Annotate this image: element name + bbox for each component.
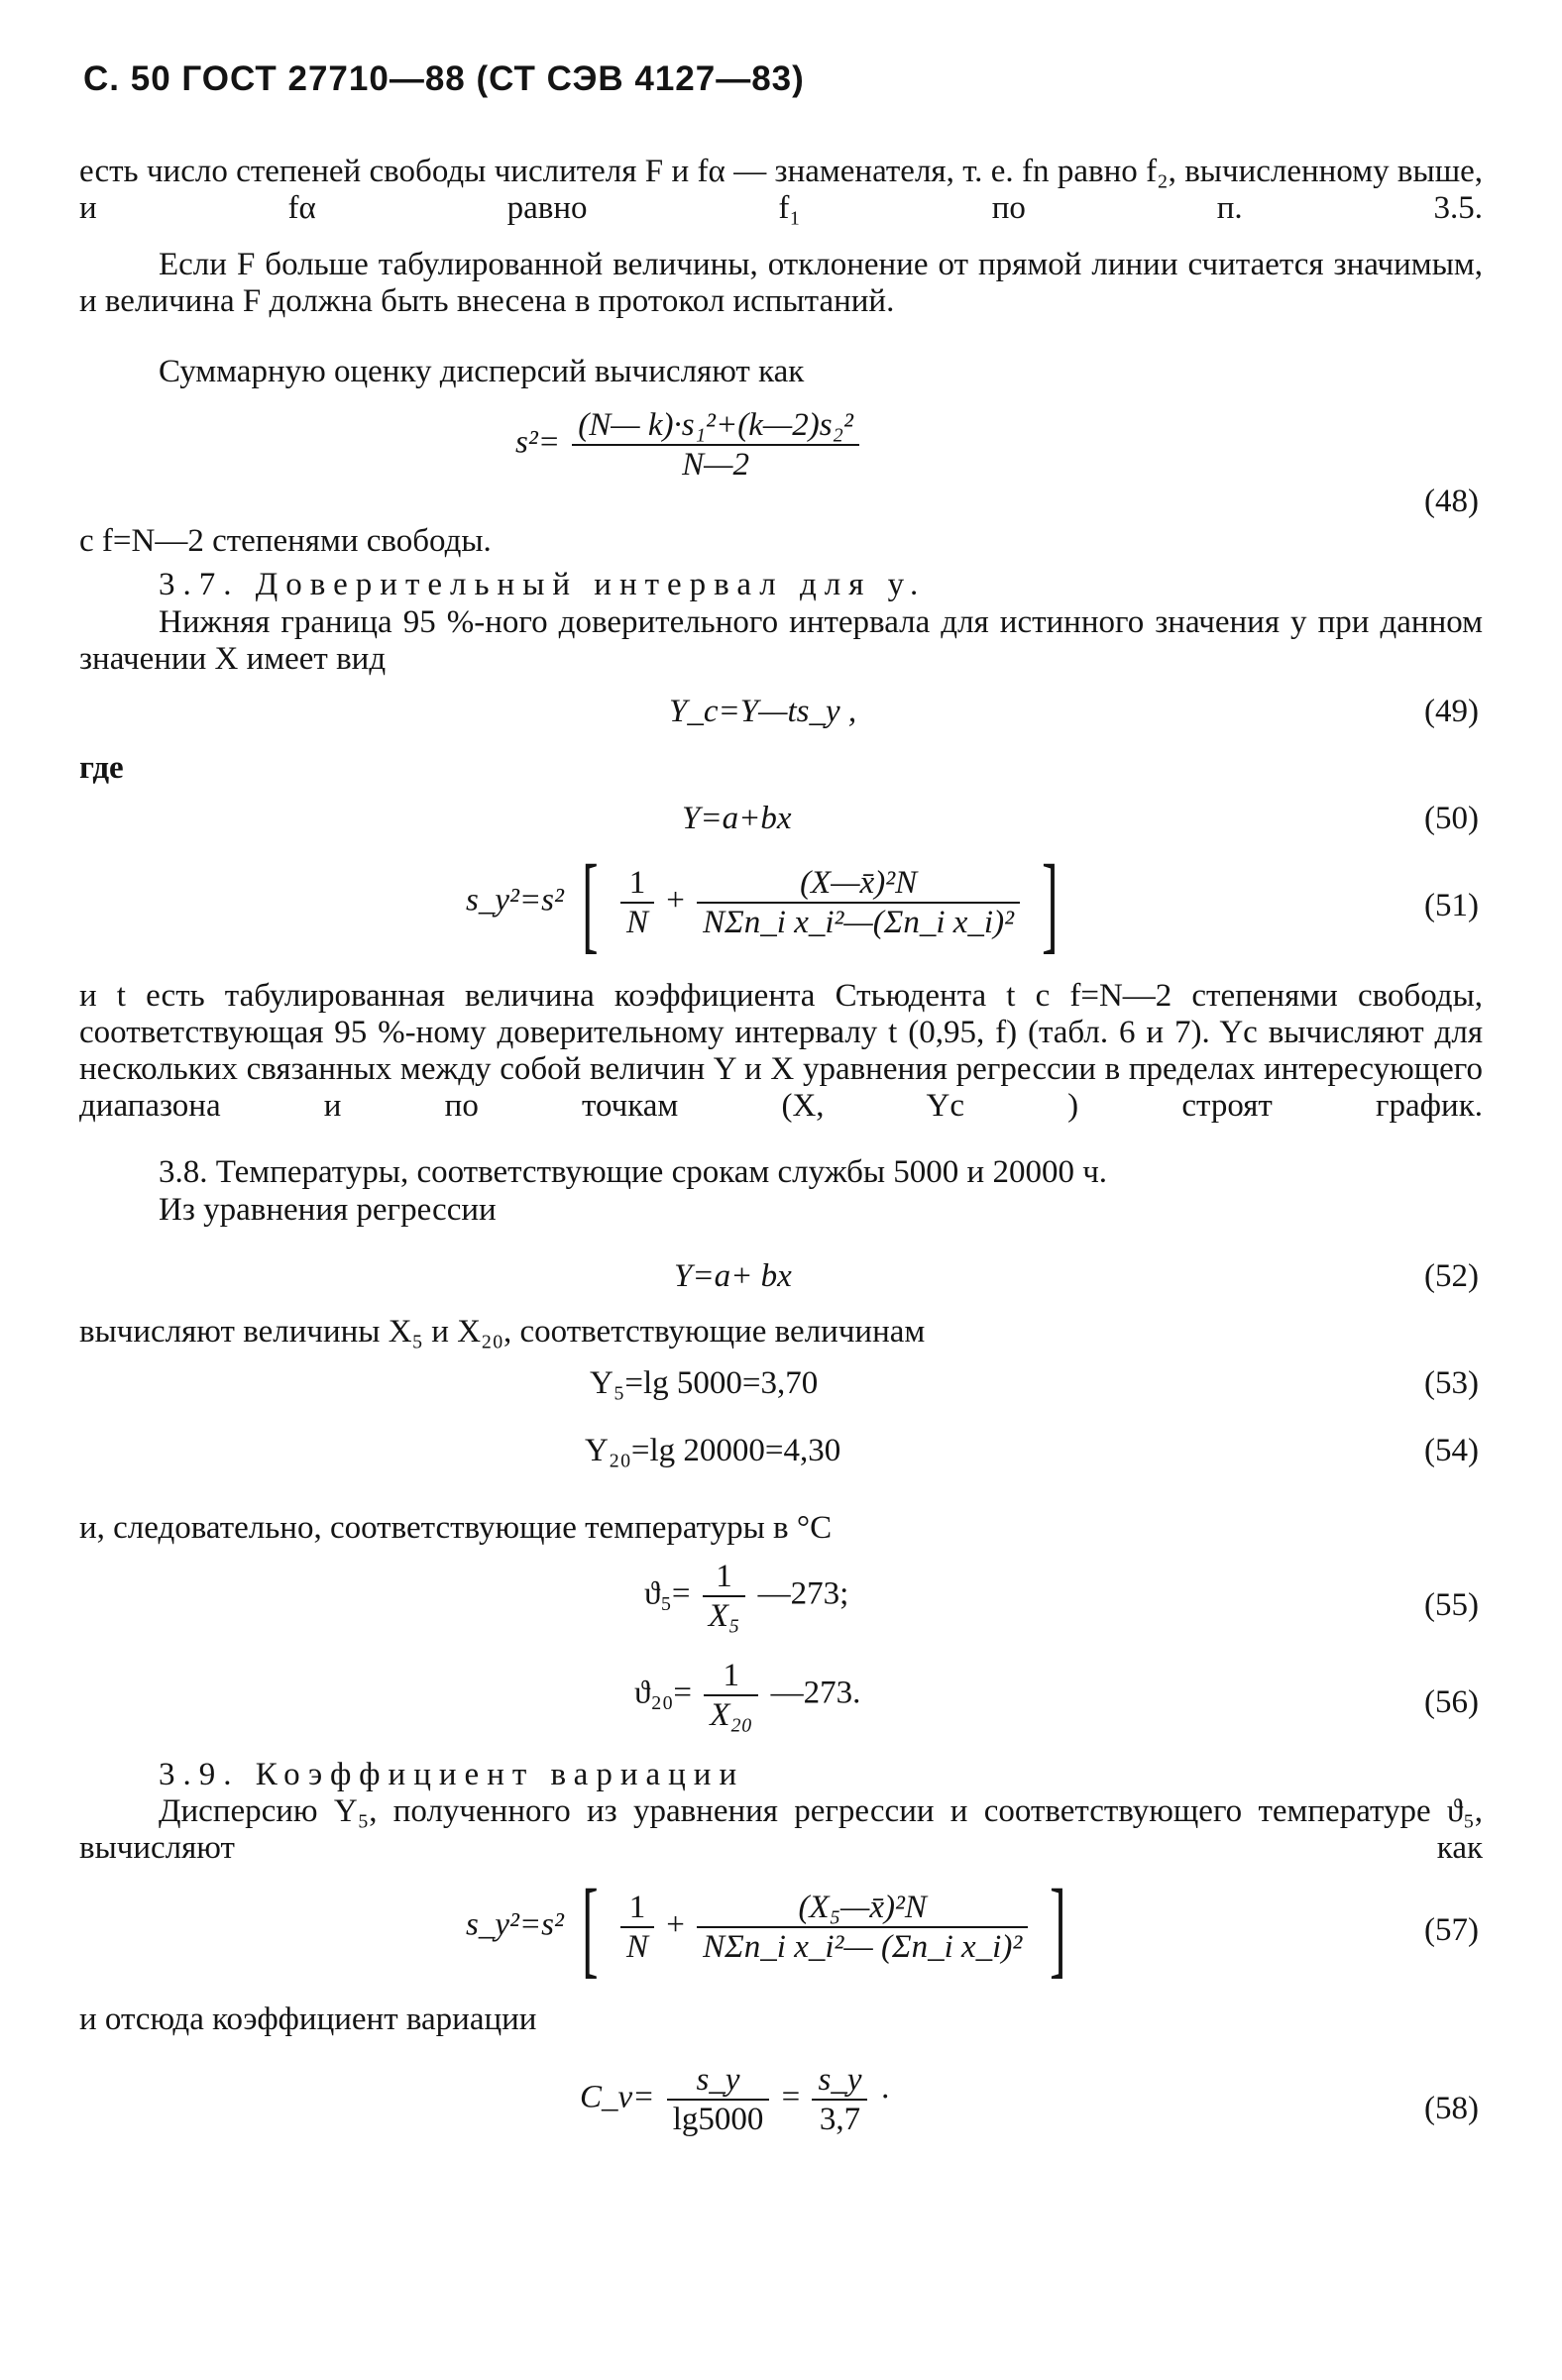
eq57-plus: + xyxy=(666,1906,685,1943)
equation-51 xyxy=(466,842,1068,963)
equation-number-55: (55) xyxy=(1424,1587,1479,1623)
equation-number-53: (53) xyxy=(1424,1365,1479,1401)
paragraph-regression-equation: Из уравнения регрессии xyxy=(159,1192,497,1228)
eq58-f2-denominator: 3,7 xyxy=(819,2102,861,2137)
eq56-numerator: 1 xyxy=(704,1657,758,1696)
paragraph-temperatures: и, следовательно, соответствующие температуры в °C xyxy=(79,1510,833,1546)
eq51-fraction-2 xyxy=(697,864,1020,941)
eq58-lhs: C_v= xyxy=(580,2079,655,2115)
equation-53: Y₅=lg 5000=3,70 xyxy=(590,1365,819,1401)
eq55-denominator: X₅ xyxy=(708,1598,740,1634)
left-bracket-icon: [ xyxy=(582,1867,599,1988)
eq55-lhs: ϑ₅= xyxy=(644,1575,691,1612)
paragraph-compute-values: вычисляют величины X₅ и X₂₀, соответствующие величинам xyxy=(79,1314,926,1350)
equation-49: Y_c=Y—ts_y , xyxy=(669,694,857,729)
equation-number-50: (50) xyxy=(1424,801,1479,836)
eq48-denominator: N—2 xyxy=(682,447,750,483)
equation-number-49: (49) xyxy=(1424,694,1479,729)
eq55-numerator: 1 xyxy=(703,1558,746,1597)
section-3-8-heading: 3.8. Температуры, соответствующие срокам службы 5000 и 20000 ч. xyxy=(159,1154,1108,1190)
eq57-fraction-1 xyxy=(620,1889,654,1966)
equation-number-54: (54) xyxy=(1424,1433,1479,1468)
eq57-f1-numerator: 1 xyxy=(620,1889,654,1928)
paragraph-degrees: с f=N—2 степенями свободы. xyxy=(79,523,492,559)
eq58-f1-denominator: lg5000 xyxy=(672,2102,764,2137)
equation-number-52: (52) xyxy=(1424,1258,1479,1294)
page-header: С. 50 ГОСТ 27710—88 (СТ СЭВ 4127—83) xyxy=(83,59,805,98)
eq58-fraction-2 xyxy=(812,2061,867,2138)
right-bracket-icon: ] xyxy=(1050,1867,1067,1988)
eq51-f1-denominator: N xyxy=(626,905,649,940)
label-where: где xyxy=(79,750,124,786)
eq58-fraction-1 xyxy=(667,2061,770,2138)
eq51-f2-numerator: (X—x̄)²N xyxy=(697,864,1020,904)
eq55-fraction xyxy=(703,1558,746,1635)
eq51-f1-numerator: 1 xyxy=(620,864,654,904)
paragraph-dispersion: Дисперсию Y₅, полученного из уравнения регрессии и соответствующего температуре ϑ₅, вычисляют как xyxy=(79,1793,1483,1866)
paragraph-student-coefficient: и t есть табулированная величина коэффициента Стьюдента t с f=N—2 степенями свободы, соответствующая 95 %-ному доверительному интервалу t (0,95, f) (табл. 6 и 7). Yc вычисляют для нескольких связанных между собой величин Y и X уравнения регрессии в пределах интересующего диапазона и по точкам (X, Yc ) строят график. xyxy=(79,978,1483,1124)
section-3-9-heading: 3.9. Коэффициент вариации xyxy=(159,1757,745,1792)
equation-58 xyxy=(580,2061,891,2140)
eq51-f2-denominator: NΣn_i x_i²—(Σn_i x_i)² xyxy=(703,905,1014,940)
equation-52: Y=a+ bx xyxy=(674,1258,792,1294)
equation-55 xyxy=(644,1558,848,1637)
eq57-lhs: s_y²=s² xyxy=(466,1906,564,1943)
paragraph-variance-estimate: Суммарную оценку дисперсий вычисляют как xyxy=(159,354,805,389)
equation-56 xyxy=(634,1657,860,1736)
section-3-7-heading: 3.7. Доверительный интервал для y. xyxy=(159,567,927,602)
eq57-f1-denominator: N xyxy=(626,1929,649,1965)
eq57-fraction-2 xyxy=(697,1889,1028,1966)
eq57-f2-denominator: NΣn_i x_i²— (Σn_i x_i)² xyxy=(703,1929,1023,1965)
eq56-fraction xyxy=(704,1657,758,1734)
eq51-lhs: s_y²=s² xyxy=(466,882,564,919)
equation-57 xyxy=(466,1867,1076,1988)
eq58-f2-numerator: s_y xyxy=(812,2061,867,2101)
left-bracket-icon: [ xyxy=(582,842,599,963)
eq58-dot: · xyxy=(879,2079,891,2115)
paragraph-lower-bound: Нижняя граница 95 %-ного доверительного интервала для истинного значения y при данном значении X имеет вид xyxy=(79,604,1483,677)
equation-number-58: (58) xyxy=(1424,2091,1479,2126)
equation-number-51: (51) xyxy=(1424,888,1479,923)
paragraph-significance: Если F больше табулированной величины, отклонение от прямой линии считается значимым, и величина F должна быть внесена в протокол испытаний. xyxy=(79,247,1483,319)
equation-54: Y₂₀=lg 20000=4,30 xyxy=(585,1433,841,1468)
eq56-denominator: X₂₀ xyxy=(710,1697,753,1733)
equation-number-56: (56) xyxy=(1424,1684,1479,1720)
eq48-lhs: s²= xyxy=(515,424,561,461)
eq56-rhs: —273. xyxy=(770,1675,861,1711)
eq48-fraction xyxy=(572,406,859,484)
paragraph-coefficient-of-variation: и отсюда коэффициент вариации xyxy=(79,2001,537,2037)
equation-number-57: (57) xyxy=(1424,1912,1479,1948)
eq57-f2-numerator: (X₅—x̄)²N xyxy=(697,1889,1028,1928)
eq48-numerator: (N— k)·s₁²+(k—2)s₂² xyxy=(572,406,859,446)
eq56-lhs: ϑ₂₀= xyxy=(634,1675,692,1711)
eq51-fraction-1 xyxy=(620,864,654,941)
right-bracket-icon: ] xyxy=(1042,842,1059,963)
equation-50: Y=a+bx xyxy=(682,801,792,836)
eq58-f1-numerator: s_y xyxy=(667,2061,770,2101)
equation-number-48: (48) xyxy=(1424,484,1479,519)
eq55-rhs: —273; xyxy=(757,1575,849,1612)
eq51-plus: + xyxy=(666,882,685,919)
paragraph-degrees-of-freedom: есть число степеней свободы числителя F и fα — знаменателя, т. е. fn равно f₂, вычисленному выше, и fα равно f₁ по п. 3.5. xyxy=(79,154,1483,226)
eq58-equals: = xyxy=(781,2079,801,2115)
equation-48 xyxy=(515,406,863,483)
